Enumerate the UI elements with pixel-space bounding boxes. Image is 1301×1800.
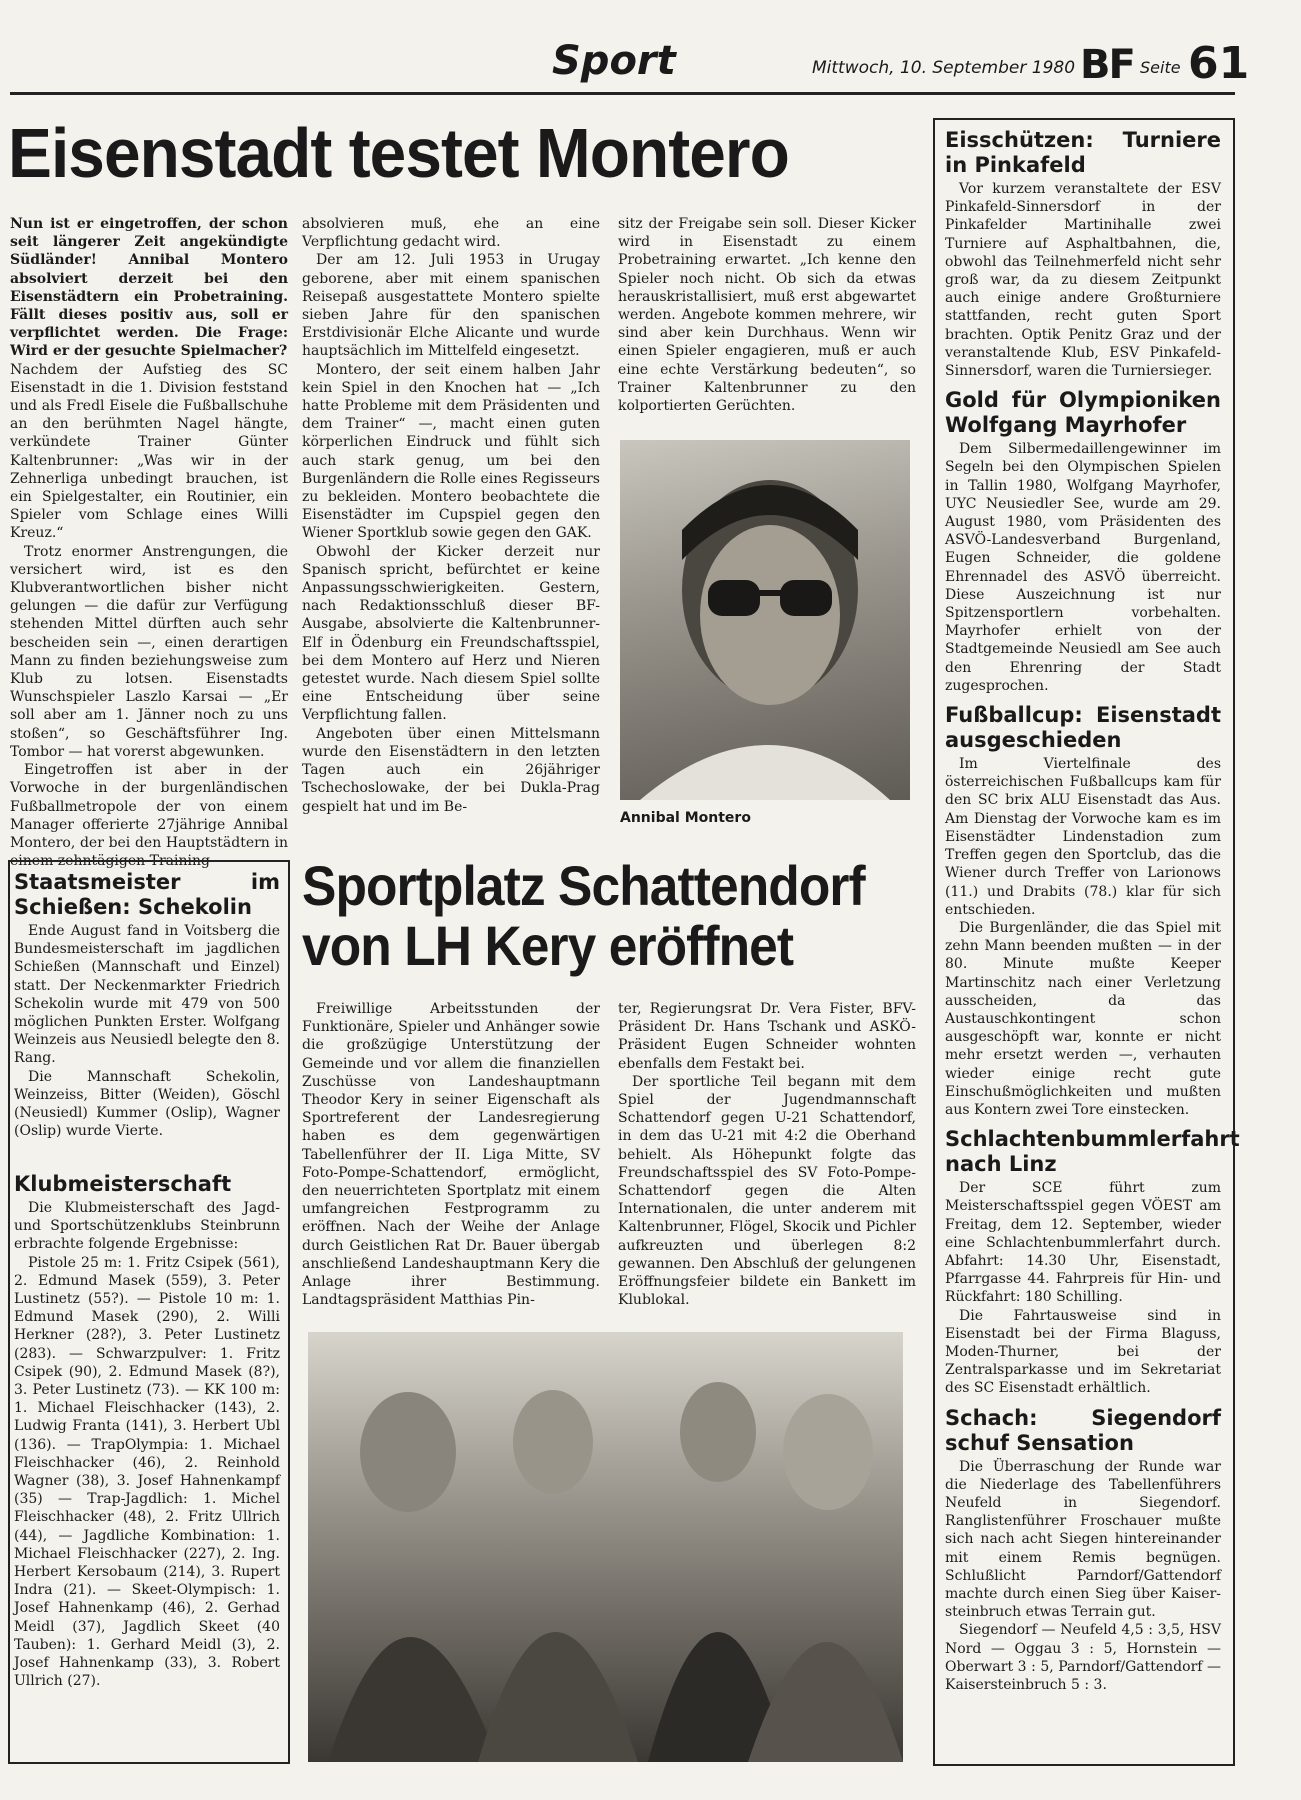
schiessen-p1: Ende August fand in Voitsberg die Bundesmeisterschaft im jagdlichen Schießen (Mannschaft und Einzel) statt. Der Neckenmarkter Friedrich Schekolin wurde mit 479 von 500 möglichen Punkten Erster. Wolfgang Weinzeis aus Neusiedl belegte den 8. Rang.: [14, 923, 280, 1067]
main-col3-p1: sitz der Freigabe sein soll. Dieser Kicker wird in Eisenstadt zu einem Probetraining erwartet. „Ich kenne den Spieler noch nicht. Ob sich da etwas herauskristallisiert, muß erst abgewartet werden. Angebote kommen mehrere, wir sind aber kein Durchhaus. Wenn wir einen Spieler engagieren, muß er auch eine echte Verstärkung bedeuten“, so Trainer Kaltenbrunner zu den kolportierten Gerüchten.: [618, 216, 916, 415]
sportplatz-col1-p1: Freiwillige Arbeitsstunden der Funktionäre, Spieler und Anhänger sowie die großzügige Unterstützung der Gemeinde und vor allem die finanziellen Zuschüsse von Landeshauptmann Theodor Kery in seiner Eigenschaft als Sportreferent der Landesregierung haben es dem gegenwärtigen Tabellenführer der II. Liga Mitte, SV Foto-Pompe-Schattendorf, ermöglicht, den neuerrichteten Sportplatz mit einem umfangreichen Festprogramm zu eröffnen. Nach der Weihe der Anlage durch Geistlichen Rat Dr. Bauer übergab anschließend Landeshauptmann Kery die Anlage ihrer Bestimmung. Landtagspräsident Matthias Pin-: [302, 1001, 600, 1309]
photo-caption: Annibal Montero: [620, 810, 751, 826]
main-col2-p3: Montero, der seit einem halben Jahr kein Spiel in den Knochen hat — „Ich hatte Probleme mit dem Präsidenten und dem Trainer“ —, macht einen guten körperlichen Eindruck und fühlt sich auch stark genug, um bei den Burgenländern die Rolle eines Regisseurs zu bekleiden. Montero beobachtete die Eisenstädter im Cupspiel gegen den Wiener Sportklub sowie gegen den GAK.: [302, 361, 600, 542]
main-col2-p2: Der am 12. Juli 1953 in Urugay geborene, aber mit einem spanischen Reisepaß ausgestattete Montero spielte sieben Jahre für den spanischen Erstdivisionär Elche Alicante und wurde hauptsächlich im Mittelfeld eingesetzt.: [302, 252, 600, 360]
schiessen-title: Staatsmeister im Schießen: Schekolin: [14, 870, 280, 919]
main-article-col3: [618, 215, 916, 430]
sidebar: [945, 128, 1240, 1756]
schiessen-article: [14, 870, 280, 1168]
sportplatz-col2-p2: Der sportliche Teil begann mit dem Spiel der Jugendmannschaft Schattendorf gegen U-21 Schattendorf, in dem das U-21 mit 4:2 die Oberhand behielt. Als Höhepunkt folgte das Freundschaftsspiel des SV Foto-Pompe-Schattendorf gegen die Alten Internationalen, die unter anderem mit Kaltenbrunner, Flögel, Skocik und Pichler aufkreuzten und überlegen 8:2 gewannen. Den Abschluß der gelungenen Eröffnungsfeier bildete ein Bankett im Klublokal.: [618, 1073, 916, 1309]
sportplatz-headline-2: von LH Kery eröffnet: [302, 914, 794, 977]
section-title: Sport: [552, 38, 676, 84]
group-photo: [308, 1332, 903, 1762]
eisschuetzen-title: Eisschützen: Turniere in Pinkafeld: [945, 128, 1221, 177]
header-rule: [10, 92, 1235, 95]
main-col2-p5: Angeboten über einen Mittelsmann wurde den Eisenstädtern in den letzten Tagen auch ein 26jähriger Tschechoslowake, der bei Dukla-Prag gespielt hat und im Be-: [302, 725, 600, 815]
schlachten-p1: Der SCE führt zum Meisterschaftsspiel gegen VÖEST am Freitag, dem 12. September, wieder eine Schlachtenbummlerfahrt durch. Abfahrt: 14.30 Uhr, Eisenstadt, Pfarrgasse 44. Fahrpreis für Hin- und Rückfahrt: 180 Schilling.: [945, 1180, 1221, 1306]
fussballcup-p1: Im Viertelfinale des österreichischen Fußballcups kam für den SC brix ALU Eisenstadt das Aus. Am Dienstag der Vorwoche kam es im Eisenstädter Lindenstadion zum Treffen gegen den Sportclub, das die Wiener durch Treffer von Larionows (11.) und Drabits (78.) klar für sich entschieden.: [945, 756, 1221, 918]
klubmeister-title: Klubmeisterschaft: [14, 1172, 232, 1196]
klubmeister-p2: Pistole 25 m: 1. Fritz Csipek (561), 2. Edmund Masek (559), 3. Peter Lustinetz (55?). — Pistole 10 m: 1. Edmund Masek (290), 2. Willi Herkner (28?), 3. Peter Lustinetz (283). — Schwarzpulver: 1. Fritz Csipek (90), 2. Edmund Masek (8?), 3. Peter Lustinetz (73). — KK 100 m: 1. Michael Fleischhacker (143), 2. Ludwig Franta (141), 3. Herbert Ubl (136). — TrapOlympia: 1. Michael Fleischhacker (46), 2. Reinhold Wagner (38), 3. Josef Hahnenkampf (35) — Trap-Jagdlich: 1. Michel Fleischhacker (48), 2. Fritz Ullrich (44), — Jagdliche Kombination: 1. Michael Fleischhacker (227), 2. Ing. Herbert Kersobaum (214), 3. Rupert Indra (21). — Skeet-Olympisch: 1. Josef Hahnenkamp (46), 2. Gerhad Meidl (37), Jagdlich Skeet (40 Tauben): 1. Gerhard Meidl (3), 2. Josef Hahnenkamp (33), 3. Robert Ullrich (27).: [14, 1254, 280, 1690]
sportplatz-headline-1: Sportplatz Schattendorf: [302, 854, 865, 917]
schach-title: Schach: Siegendorf schuf Sensation: [945, 1405, 1221, 1455]
schlachten-p2: Die Fahrtausweise sind in Eisenstadt bei der Firma Blaguss, Moden-Thurner, bei der Zentralsparkasse und im Sekretariat des SC Eisenstadt erhältlich.: [945, 1307, 1221, 1397]
page-number: 61: [1188, 38, 1250, 89]
main-col1-p3: Eingetroffen ist aber in der Vorwoche in der burgenländischen Fußballmetropole der von einem Manager offerierte 27jährige Annibal Montero, der bei den Hauptstädtern in einem zehntägigen Training: [10, 762, 288, 870]
main-headline: Eisenstadt testet Montero: [8, 114, 789, 192]
fussballcup-p2: Die Burgenländer, die das Spiel mit zehn Mann beenden mußten — in der 80. Minute mußte Keeper Martinschitz nach einer Verletzung ausscheiden, da das Austauschkontingent schon ausgeschöpft war, konnte er nicht mehr ersetzt werden —, verhauten wieder einige recht gute Einschußmöglichkeiten und mußten aus Kontern zwei Tore einstecken.: [945, 919, 1221, 1118]
eisschuetzen-body: Vor kurzem veranstaltete der ESV Pinkafeld-Sinnersdorf in der Pinkafelder Martinihalle zwei Turniere auf Asphaltbahnen, die, obwohl das Teilnehmerfeld nicht sehr groß war, da zu diesem Zeitpunkt auch einige andere Großturniere stattfanden, recht guten Sport brachten. Optik Penitz Graz und der veranstaltende Klub, ESV Pinkafeld-Sinnersdorf, waren die Turniersieger.: [945, 181, 1221, 380]
main-lead: Nun ist er eingetroffen, der schon seit längerer Zeit angekündigte Südländer! Annibal Montero absolviert derzeit bei den Eisenstädtern ein Probetraining. Fällt dieses positiv aus, soll er verpflichtet werden. Die Frage: Wird er der gesuchte Spielmacher?: [10, 216, 288, 360]
sportplatz-col1: [302, 1000, 600, 1325]
main-article-col2: [302, 215, 600, 835]
fussballcup-title: Fußballcup: Eisenstadt ausgeschieden: [945, 703, 1221, 753]
klubmeister-article: [14, 1172, 280, 1752]
issue-date: Mittwoch, 10. September 1980: [812, 58, 1076, 78]
schlachten-title: Schlachtenbummlerfahrt nach Linz: [945, 1127, 1240, 1177]
schiessen-p2: Die Mannschaft Schekolin, Weinzeiss, Bitter (Weiden), Göschl (Neusiedl) Kummer (Oslip), Wagner (Oslip) wurde Vierte.: [14, 1068, 280, 1140]
sportplatz-col2: [618, 1000, 916, 1325]
main-article-col1: [10, 215, 288, 870]
sportplatz-col2-p1: ter, Regierungsrat Dr. Vera Fister, BFV-Präsident Dr. Hans Tschank und ASKÖ-Präsident Eugen Schneider wohnten ebenfalls dem Festakt bei.: [618, 1001, 916, 1072]
main-col1-p2: Trotz enormer Anstrengungen, die versichert wird, ist es den Klubverantwortlichen bisher nicht gelungen — die dafür zur Verfügung stehenden Mittel dürften auch sehr bescheiden sein —, einen derartigen Mann zu finden beziehungsweise zum Klub zu lotsen. Eisenstadts Wunschspieler Laszlo Karsai — „Er soll aber am 1. Jänner noch zu uns stoßen“, so Geschäftsführer Ing. Tombor — hat vorerst abgewunken.: [10, 543, 288, 760]
gold-title: Gold für Olympioniken Wolfgang Mayrhofer: [945, 388, 1221, 438]
main-col2-p1: absolvieren muß, ehe an eine Verpflichtung gedacht wird.: [302, 216, 600, 251]
gold-body: Dem Silbermedaillengewinner im Segeln bei den Olympischen Spielen in Tallin 1980, Wolfgang Mayrhofer, UYC Neusiedler See, wurde am 29. August 1980, vom Präsidenten des ASVÖ-Landesverband Burgenland, Eugen Schneider, die goldene Ehrennadel des ASVÖ überreicht. Diese Auszeichnung ist nur Spitzensportlern vorbehalten. Mayrhofer erhielt von der Stadtgemeinde Neusiedl am See auch den Ehrenring der Stadt zugesprochen.: [945, 441, 1221, 694]
page-label: Seite: [1140, 58, 1181, 77]
main-col2-p4: Obwohl der Kicker derzeit nur Spanisch spricht, befürchtet er keine Anpassungsschwierigkeiten. Gestern, nach Redaktionsschluß dieser BF-Ausgabe, absolvierte die Kaltenbrunner-Elf in Ödenburg ein Freundschaftsspiel, bei dem Montero auf Herz und Nieren getestet wurde. Nach diesem Spiel sollte eine Entscheidung über seine Verpflichtung fallen.: [302, 543, 600, 724]
montero-photo: [620, 440, 910, 800]
main-col1-p1: Nachdem der Aufstieg des SC Eisenstadt in die 1. Division feststand und als Fredl Eisele die Fußballschuhe an den berühmten Nagel hängte, verkündete Trainer Günter Kaltenbrunner: „Was wir in der Zehnerliga unbedingt brauchen, ist ein Spielgestalter, ein Routinier, ein Spieler vom Schlage eines Willi Kreuz.“: [10, 361, 288, 542]
schach-p2: Siegendorf — Neufeld 4,5 : 3,5, HSV Nord — Oggau 3 : 5, Hornstein — Oberwart 3 : 5, Parndorf/Gattendorf — Kaisersteinbruch 5 : 3.: [945, 1622, 1221, 1694]
klubmeister-p1: Die Klubmeisterschaft des Jagd- und Sportschützenklubs Steinbrunn erbrachte folgende Ergebnisse:: [14, 1200, 280, 1253]
schach-p1: Die Überraschung der Runde war die Niederlage des Tabellenführers Neufeld in Siegendorf. Ranglistenführer Froschauer mußte sich nach acht Siegen hintereinander mit einem Remis begnügen. Schlußlicht Parndorf/Gattendorf machte durch einen Sieg über Kaiser-steinbruch etwas Terrain gut.: [945, 1458, 1221, 1621]
newspaper-logo: BF: [1080, 42, 1134, 88]
